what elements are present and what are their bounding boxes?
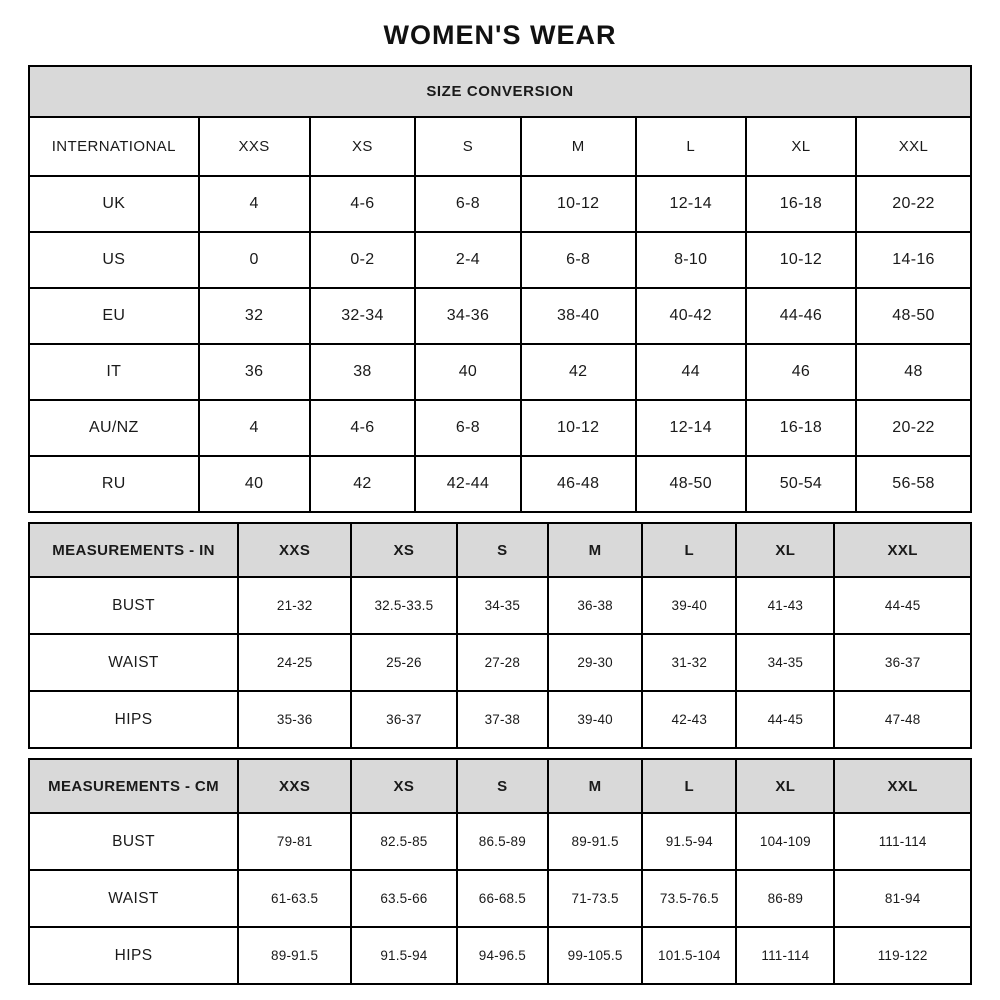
- column-header-l: L: [642, 759, 736, 813]
- value-cell: 42: [521, 344, 636, 400]
- value-cell: 48-50: [856, 288, 971, 344]
- value-cell: 2-4: [415, 232, 521, 288]
- value-cell: 61-63.5: [238, 870, 351, 927]
- value-cell: 111-114: [736, 927, 834, 984]
- value-cell: 44-45: [736, 691, 834, 748]
- table-row: [29, 870, 971, 927]
- value-cell: 10-12: [521, 400, 636, 456]
- table-row: [29, 577, 971, 634]
- row-label-bust: BUST: [29, 813, 238, 870]
- table-row: [29, 400, 971, 456]
- table-row: [29, 813, 971, 870]
- value-cell: 24-25: [238, 634, 351, 691]
- size-conversion-column-header-row: [29, 117, 971, 176]
- value-cell: 38: [310, 344, 416, 400]
- column-header-xxs: XXS: [238, 759, 351, 813]
- value-cell: 48-50: [636, 456, 746, 512]
- value-cell: 36: [199, 344, 310, 400]
- value-cell: 99-105.5: [548, 927, 642, 984]
- column-header-xs: XS: [310, 117, 416, 176]
- value-cell: 34-35: [457, 577, 548, 634]
- column-header-xxl: XXL: [834, 759, 971, 813]
- row-label-hips: HIPS: [29, 927, 238, 984]
- measurements-in-body: [29, 577, 971, 748]
- value-cell: 21-32: [238, 577, 351, 634]
- value-cell: 4: [199, 176, 310, 232]
- column-header-xs: XS: [351, 759, 457, 813]
- column-header-xl: XL: [736, 523, 834, 577]
- value-cell: 42: [310, 456, 416, 512]
- value-cell: 35-36: [238, 691, 351, 748]
- value-cell: 4: [199, 400, 310, 456]
- column-header-international: INTERNATIONAL: [29, 117, 199, 176]
- value-cell: 46-48: [521, 456, 636, 512]
- value-cell: 44: [636, 344, 746, 400]
- value-cell: 56-58: [856, 456, 971, 512]
- value-cell: 36-37: [834, 634, 971, 691]
- value-cell: 36-38: [548, 577, 642, 634]
- value-cell: 86-89: [736, 870, 834, 927]
- value-cell: 47-48: [834, 691, 971, 748]
- value-cell: 32.5-33.5: [351, 577, 457, 634]
- row-label-au-nz: AU/NZ: [29, 400, 199, 456]
- value-cell: 32: [199, 288, 310, 344]
- value-cell: 40: [415, 344, 521, 400]
- measurements-in-table: [28, 522, 972, 749]
- page-title: WOMEN'S WEAR: [383, 20, 617, 50]
- value-cell: 32-34: [310, 288, 416, 344]
- value-cell: 94-96.5: [457, 927, 548, 984]
- column-header-s: S: [457, 759, 548, 813]
- value-cell: 81-94: [834, 870, 971, 927]
- value-cell: 34-36: [415, 288, 521, 344]
- value-cell: 8-10: [636, 232, 746, 288]
- row-label-bust: BUST: [29, 577, 238, 634]
- value-cell: 40: [199, 456, 310, 512]
- table-row: [29, 176, 971, 232]
- value-cell: 89-91.5: [238, 927, 351, 984]
- measurements-cm-header-row: [29, 759, 971, 813]
- table-row: [29, 634, 971, 691]
- value-cell: 79-81: [238, 813, 351, 870]
- value-cell: 16-18: [746, 176, 856, 232]
- column-header-xl: XL: [746, 117, 856, 176]
- value-cell: 20-22: [856, 400, 971, 456]
- measurements-cm-table: [28, 758, 972, 985]
- table-row: [29, 456, 971, 512]
- row-label-hips: HIPS: [29, 691, 238, 748]
- value-cell: 14-16: [856, 232, 971, 288]
- value-cell: 89-91.5: [548, 813, 642, 870]
- measurements-cm-title: MEASUREMENTS - CM: [29, 759, 238, 813]
- column-header-xxl: XXL: [856, 117, 971, 176]
- row-label-eu: EU: [29, 288, 199, 344]
- value-cell: 104-109: [736, 813, 834, 870]
- column-header-xs: XS: [351, 523, 457, 577]
- value-cell: 42-43: [642, 691, 736, 748]
- row-label-uk: UK: [29, 176, 199, 232]
- value-cell: 16-18: [746, 400, 856, 456]
- table-row: [29, 927, 971, 984]
- value-cell: 27-28: [457, 634, 548, 691]
- value-cell: 0: [199, 232, 310, 288]
- measurements-in-header-row: [29, 523, 971, 577]
- value-cell: 41-43: [736, 577, 834, 634]
- value-cell: 4-6: [310, 176, 416, 232]
- measurements-cm-body: [29, 813, 971, 984]
- column-header-s: S: [457, 523, 548, 577]
- value-cell: 6-8: [415, 176, 521, 232]
- column-header-xxs: XXS: [238, 523, 351, 577]
- value-cell: 50-54: [746, 456, 856, 512]
- value-cell: 48: [856, 344, 971, 400]
- value-cell: 44-46: [746, 288, 856, 344]
- value-cell: 12-14: [636, 176, 746, 232]
- value-cell: 86.5-89: [457, 813, 548, 870]
- value-cell: 46: [746, 344, 856, 400]
- table-row: [29, 344, 971, 400]
- table-row: [29, 288, 971, 344]
- row-label-it: IT: [29, 344, 199, 400]
- value-cell: 42-44: [415, 456, 521, 512]
- column-header-m: M: [548, 523, 642, 577]
- row-label-ru: RU: [29, 456, 199, 512]
- value-cell: 10-12: [746, 232, 856, 288]
- row-label-waist: WAIST: [29, 870, 238, 927]
- table-row: [29, 232, 971, 288]
- value-cell: 0-2: [310, 232, 416, 288]
- value-cell: 31-32: [642, 634, 736, 691]
- value-cell: 101.5-104: [642, 927, 736, 984]
- column-header-s: S: [415, 117, 521, 176]
- value-cell: 38-40: [521, 288, 636, 344]
- value-cell: 91.5-94: [642, 813, 736, 870]
- value-cell: 44-45: [834, 577, 971, 634]
- value-cell: 34-35: [736, 634, 834, 691]
- value-cell: 20-22: [856, 176, 971, 232]
- value-cell: 25-26: [351, 634, 457, 691]
- row-label-waist: WAIST: [29, 634, 238, 691]
- measurements-in-title: MEASUREMENTS - IN: [29, 523, 238, 577]
- value-cell: 40-42: [636, 288, 746, 344]
- value-cell: 4-6: [310, 400, 416, 456]
- value-cell: 82.5-85: [351, 813, 457, 870]
- value-cell: 29-30: [548, 634, 642, 691]
- column-header-m: M: [521, 117, 636, 176]
- value-cell: 73.5-76.5: [642, 870, 736, 927]
- column-header-l: L: [636, 117, 746, 176]
- value-cell: 10-12: [521, 176, 636, 232]
- column-header-l: L: [642, 523, 736, 577]
- column-header-xxl: XXL: [834, 523, 971, 577]
- value-cell: 6-8: [415, 400, 521, 456]
- value-cell: 66-68.5: [457, 870, 548, 927]
- value-cell: 91.5-94: [351, 927, 457, 984]
- value-cell: 12-14: [636, 400, 746, 456]
- size-conversion-title: SIZE CONVERSION: [29, 66, 971, 117]
- value-cell: 36-37: [351, 691, 457, 748]
- value-cell: 111-114: [834, 813, 971, 870]
- size-conversion-table: [28, 65, 972, 513]
- size-conversion-banner-row: [29, 66, 971, 117]
- column-header-m: M: [548, 759, 642, 813]
- column-header-xxs: XXS: [199, 117, 310, 176]
- row-label-us: US: [29, 232, 199, 288]
- value-cell: 119-122: [834, 927, 971, 984]
- value-cell: 71-73.5: [548, 870, 642, 927]
- value-cell: 39-40: [548, 691, 642, 748]
- table-row: [29, 691, 971, 748]
- size-conversion-body: [29, 176, 971, 512]
- value-cell: 39-40: [642, 577, 736, 634]
- value-cell: 6-8: [521, 232, 636, 288]
- value-cell: 37-38: [457, 691, 548, 748]
- value-cell: 63.5-66: [351, 870, 457, 927]
- column-header-xl: XL: [736, 759, 834, 813]
